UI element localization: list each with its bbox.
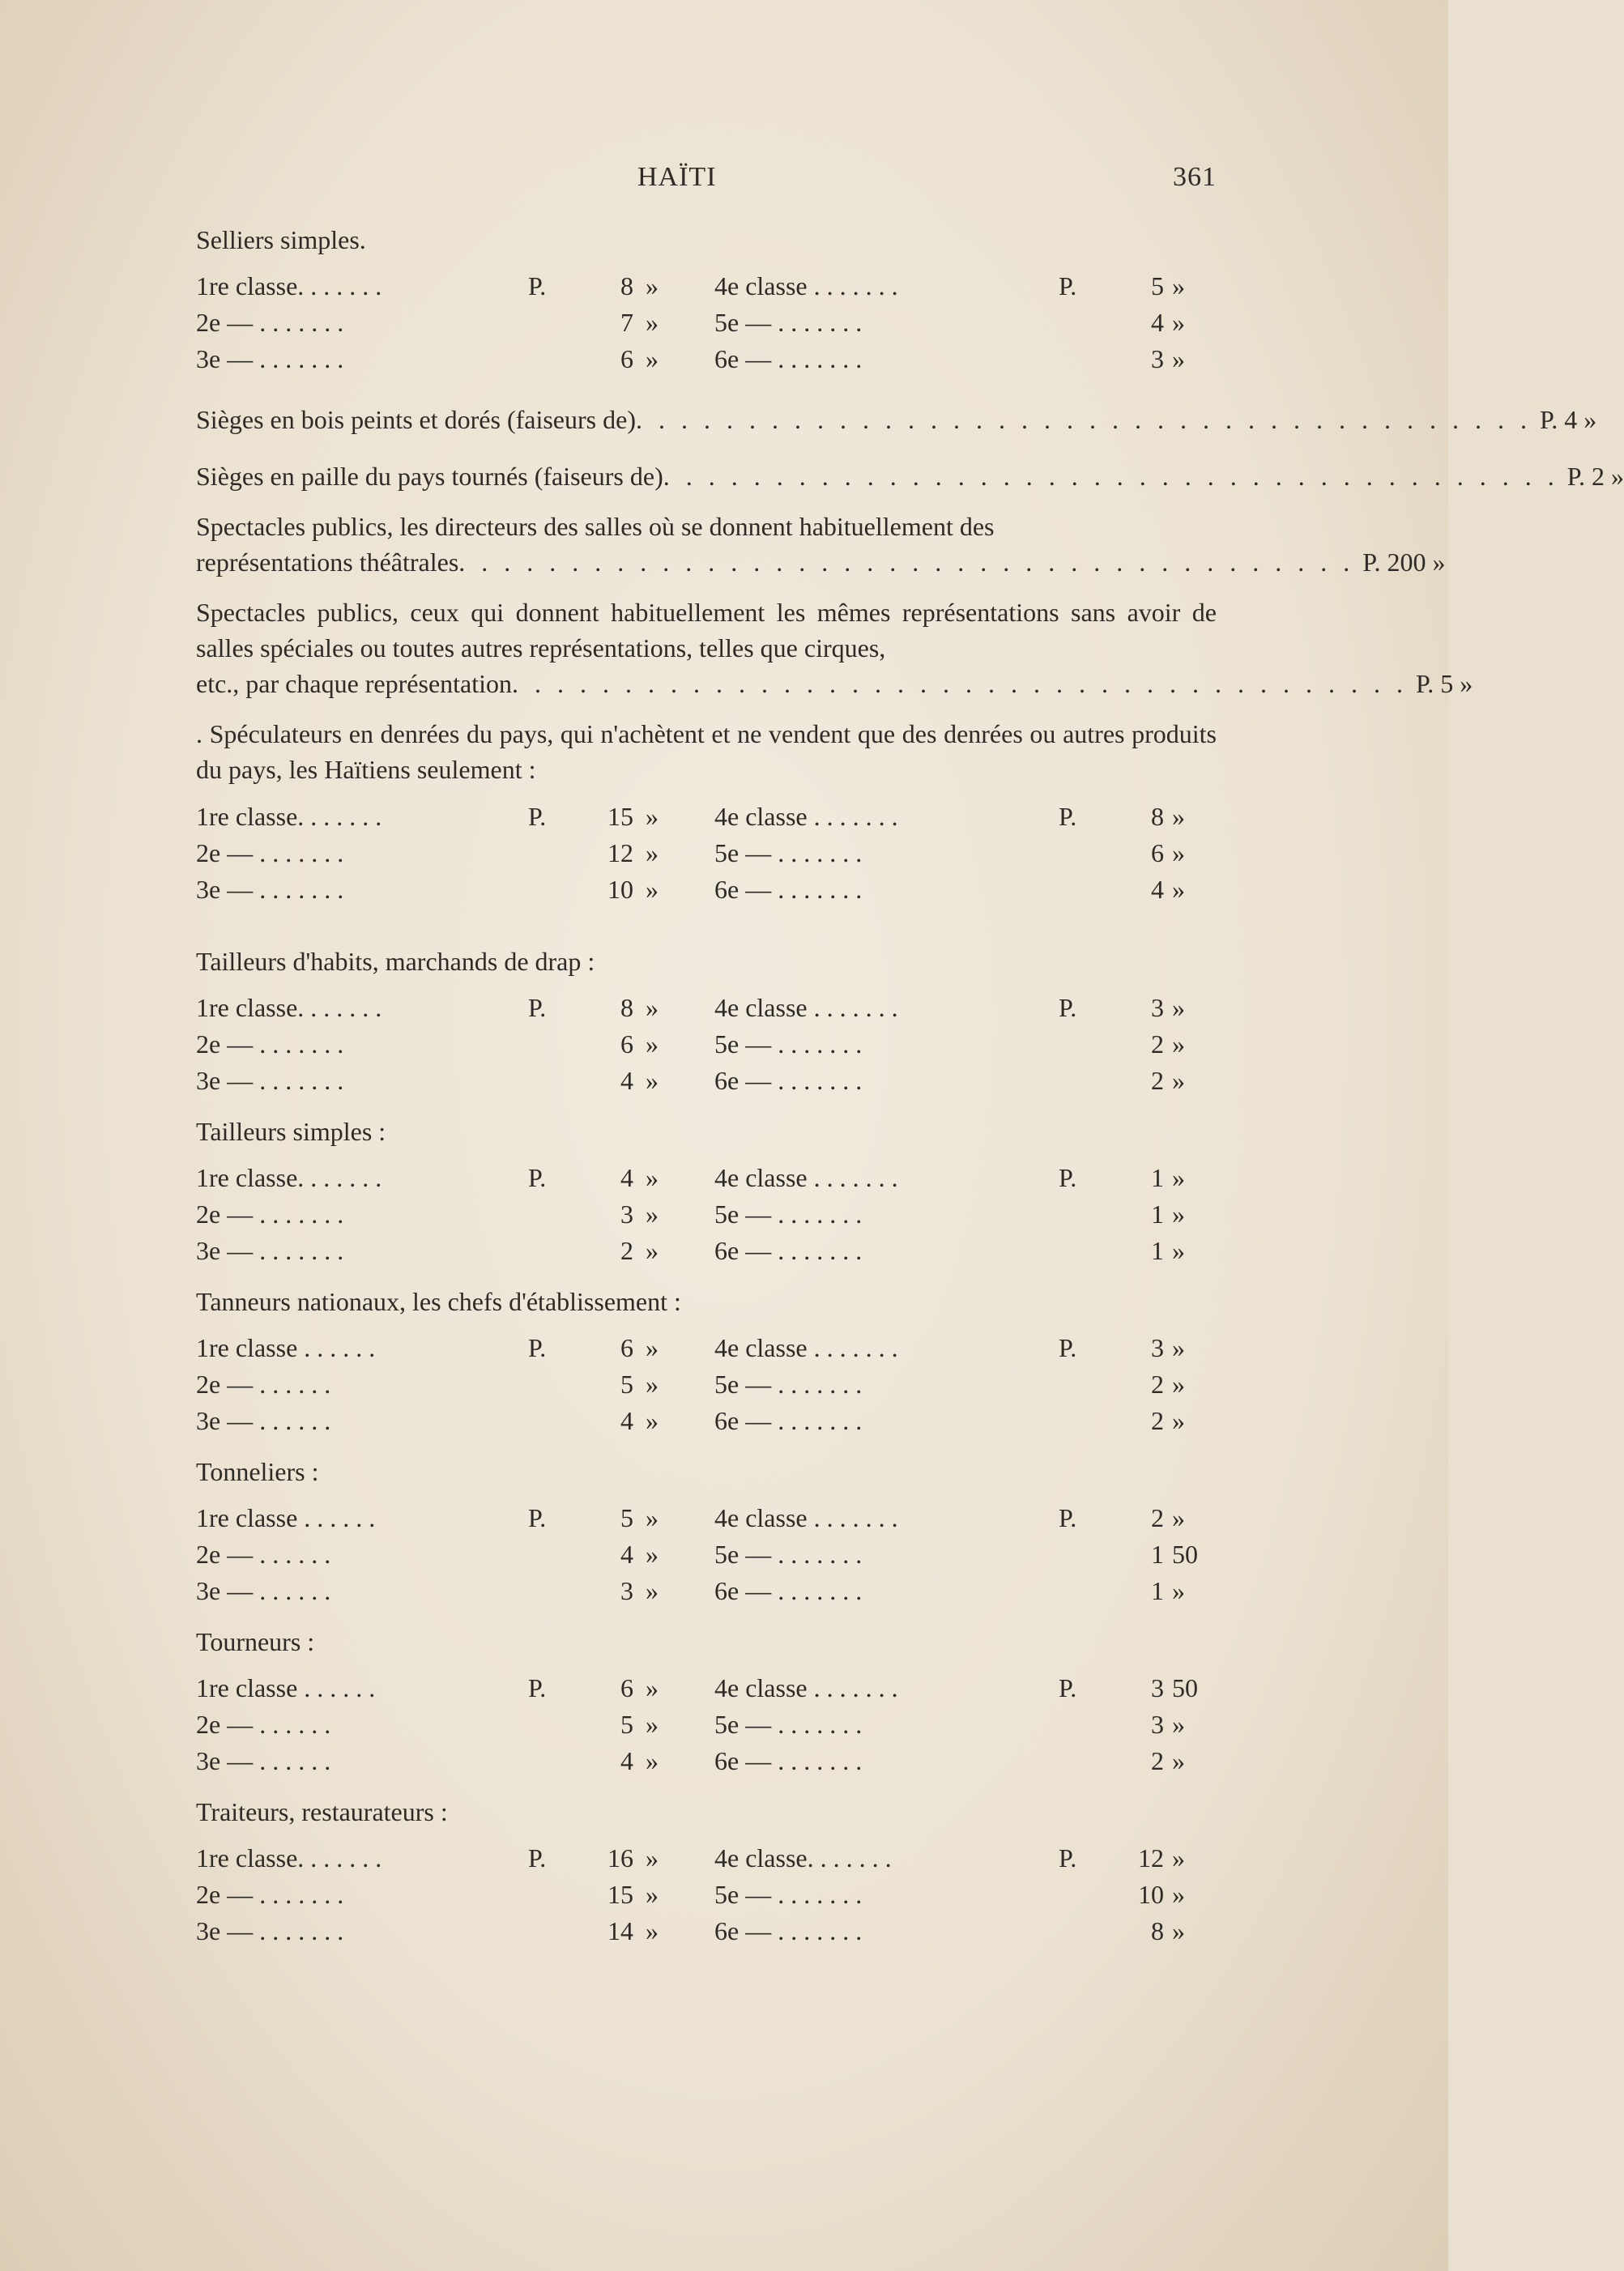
cell-r-cls: 5e — . . . . . . . [714,308,863,337]
section-title: Traiteurs, restaurateurs : [196,1797,448,1826]
cell-l-v: 5 [620,1370,633,1399]
entry-text: Spectacles publics, les directeurs des salles où se donnent habituellement des [196,512,995,541]
cell-r-v: 4 [1151,875,1164,904]
cell-r-s: » [1172,271,1185,300]
cell-r-cls: 4e classe. . . . . . . [714,1843,892,1873]
cell-l-cls: 3e — . . . . . . . [196,1236,344,1265]
cell-l-p: P. [528,1673,547,1702]
cell-l-p: P. [528,1503,547,1532]
cell-l-cls: 2e — . . . . . . . [196,308,344,337]
rate-row [196,344,1217,381]
cell-l-cls: 1re classe. . . . . . . [196,802,382,831]
rate-row [196,993,1217,1029]
cell-r-p: P. [1059,1843,1077,1873]
cell-l-v: 4 [620,1066,633,1095]
cell-r-s: » [1172,838,1185,867]
cell-r-v: 6 [1151,838,1164,867]
cell-r-cls: 5e — . . . . . . . [714,1370,863,1399]
section-tailleurs-simples [196,1117,1217,1272]
cell-l-s: » [646,1843,659,1873]
cell-r-v: 4 [1151,308,1164,337]
cell-l-v: 8 [620,993,633,1022]
cell-r-s: » [1172,308,1185,337]
cell-l-s: » [646,838,659,867]
cell-r-cls: 5e — . . . . . . . [714,1199,863,1229]
cell-r-s: » [1172,802,1185,831]
cell-l-s: » [646,875,659,904]
cell-l-v: 4 [620,1540,633,1569]
dot-leader: . . . . . . . . . . . . . . . . . . . . . . . . . . . . . . . . . . . . . . . . [458,548,1355,577]
cell-l-s: » [646,993,659,1022]
cell-r-p: P. [1059,993,1077,1022]
entry-price: P. 5 » [1416,669,1473,698]
cell-r-s: » [1172,1843,1185,1873]
cell-l-s: » [646,1503,659,1532]
cell-l-s: » [646,1673,659,1702]
cell-r-s: » [1172,1333,1185,1362]
rate-row [196,1673,1217,1710]
cell-l-cls: 3e — . . . . . . [196,1746,331,1775]
cell-r-cls: 6e — . . . . . . . [714,344,863,373]
entry-price: P. 2 » [1566,462,1624,491]
cell-r-cls: 5e — . . . . . . . [714,1029,863,1059]
cell-r-v: 10 [1138,1880,1164,1909]
cell-r-s: » [1172,1163,1185,1192]
cell-r-v: 2 [1151,1503,1164,1532]
cell-l-p: P. [528,993,547,1022]
rate-row [196,1710,1217,1746]
cell-l-cls: 2e — . . . . . . [196,1540,331,1569]
cell-l-cls: 3e — . . . . . . . [196,875,344,904]
cell-l-v: 8 [620,271,633,300]
cell-l-v: 2 [620,1236,633,1265]
cell-r-cls: 5e — . . . . . . . [714,1710,863,1739]
cell-r-v: 5 [1151,271,1164,300]
cell-r-v: 1 [1151,1576,1164,1605]
cell-l-s: » [646,1576,659,1605]
cell-r-cls: 6e — . . . . . . . [714,1916,863,1945]
rate-row [196,875,1217,911]
cell-l-cls: 2e — . . . . . . . [196,1199,344,1229]
rate-row [196,1066,1217,1102]
cell-r-p: P. [1059,1503,1077,1532]
page-number: 361 [1173,162,1217,192]
cell-r-cls: 4e classe . . . . . . . [714,271,898,300]
cell-r-p: P. [1059,1163,1077,1192]
entry-price: P. 200 » [1362,548,1446,577]
cell-r-s: » [1172,1576,1185,1605]
rate-row [196,1236,1217,1272]
cell-r-s: » [1172,1880,1185,1909]
cell-l-v: 6 [620,1029,633,1059]
cell-l-s: » [646,1236,659,1265]
cell-l-v: 15 [607,802,633,831]
entry-text-cont: etc., par chaque représentation [196,669,513,698]
rate-row [196,1576,1217,1613]
rate-row [196,1843,1217,1880]
cell-r-v: 1 [1151,1163,1164,1192]
cell-l-cls: 1re classe. . . . . . . [196,993,382,1022]
cell-r-s: » [1172,1370,1185,1399]
cell-l-s: » [646,802,659,831]
cell-r-cls: 4e classe . . . . . . . [714,802,898,831]
cell-r-v: 1 [1151,1199,1164,1229]
rate-row [196,1746,1217,1783]
cell-r-cls: 6e — . . . . . . . [714,875,863,904]
cell-l-v: 6 [620,1673,633,1702]
rate-row [196,1370,1217,1406]
cell-r-v: 1 [1151,1540,1164,1569]
cell-r-s: » [1172,1503,1185,1532]
section-title: Tonneliers : [196,1457,319,1486]
cell-r-cls: 6e — . . . . . . . [714,1406,863,1435]
cell-l-v: 16 [607,1843,633,1873]
cell-l-cls: 1re classe. . . . . . . [196,271,382,300]
cell-r-cls: 5e — . . . . . . . [714,1540,863,1569]
entry-text: Sièges en paille du pays tournés (faiseurs de) [196,462,663,491]
cell-l-s: » [646,1406,659,1435]
entry-text: Sièges en bois peints et dorés (faiseurs de) [196,405,636,434]
cell-r-cls: 4e classe . . . . . . . [714,1163,898,1192]
cell-l-cls: 2e — . . . . . . . [196,838,344,867]
cell-l-s: » [646,1199,659,1229]
cell-l-v: 5 [620,1710,633,1739]
cell-l-cls: 3e — . . . . . . . [196,1066,344,1095]
entry-sieges-bois [196,402,1597,437]
dot-leader: . . . . . . . . . . . . . . . . . . . . . . . . . . . . . . . . . . . . . . . . [512,669,1409,698]
cell-l-cls: 2e — . . . . . . . [196,1880,344,1909]
cell-r-v: 3 [1151,1710,1164,1739]
cell-r-cls: 4e classe . . . . . . . [714,1333,898,1362]
entry-speculateurs: . Spéculateurs en denrées du pays, qui n'achètent et ne vendent que des denrées ou autres produits du pays, les Haïtiens seulement : [196,719,1217,784]
page-content [196,162,1624,1953]
section-title: Tailleurs d'habits, marchands de drap : [196,947,595,976]
cell-l-p: P. [528,1163,547,1192]
cell-l-cls: 3e — . . . . . . [196,1576,331,1605]
rate-row [196,1333,1217,1370]
section-title: Tailleurs simples : [196,1117,386,1146]
section-tailleurs-habits [196,947,1217,1102]
cell-l-s: » [646,1163,659,1192]
cell-l-v: 6 [620,344,633,373]
cell-l-v: 3 [620,1199,633,1229]
cell-r-cls: 5e — . . . . . . . [714,838,863,867]
cell-r-v: 8 [1151,802,1164,831]
cell-l-p: P. [528,802,547,831]
section-traiteurs [196,1797,1217,1953]
cell-r-cls: 6e — . . . . . . . [714,1236,863,1265]
cell-r-v: 3 [1151,1673,1164,1702]
cell-r-cls: 6e — . . . . . . . [714,1066,863,1095]
dot-leader: . . . . . . . . . . . . . . . . . . . . . . . . . . . . . . . . . . . . . . . . [635,405,1532,434]
entry-price: P. 4 » [1539,405,1597,434]
cell-r-v: 2 [1151,1370,1164,1399]
cell-r-p: P. [1059,1333,1077,1362]
cell-r-v: 2 [1151,1406,1164,1435]
cell-r-v: 8 [1151,1916,1164,1945]
entry-text-cont: représentations théâtrales [196,548,459,577]
cell-r-s: » [1172,344,1185,373]
cell-l-s: » [646,1710,659,1739]
rate-row [196,838,1217,875]
cell-r-s: » [1172,1916,1185,1945]
rate-table-speculateurs [196,802,1217,911]
rate-row [196,271,1217,308]
cell-r-cls: 5e — . . . . . . . [714,1880,863,1909]
cell-l-s: » [646,308,659,337]
entry-spectacles-directeurs [196,509,1446,580]
section-title: Tanneurs nationaux, les chefs d'établissement : [196,1287,681,1316]
cell-l-v: 7 [620,308,633,337]
section-title: Selliers simples. [196,225,366,254]
cell-r-v: 12 [1138,1843,1164,1873]
cell-r-p: P. [1059,271,1077,300]
cell-l-s: » [646,1029,659,1059]
cell-l-s: » [646,1333,659,1362]
cell-l-s: » [646,1746,659,1775]
cell-r-p: P. [1059,1673,1077,1702]
section-selliers [196,225,1217,381]
cell-r-s: » [1172,875,1185,904]
cell-r-s: » [1172,1746,1185,1775]
page-header [196,162,1217,211]
cell-r-s: » [1172,1066,1185,1095]
cell-l-v: 4 [620,1406,633,1435]
rate-row [196,802,1217,838]
cell-r-s: » [1172,1710,1185,1739]
section-tanneurs [196,1287,1217,1442]
entry-sieges-paille [196,458,1624,494]
cell-l-s: » [646,1066,659,1095]
section-tonneliers [196,1457,1217,1613]
cell-l-s: » [646,344,659,373]
rate-row [196,1916,1217,1953]
cell-r-v: 3 [1151,993,1164,1022]
rate-table [196,1843,1217,1953]
cell-l-cls: 1re classe . . . . . . [196,1673,376,1702]
cell-l-cls: 1re classe. . . . . . . [196,1843,382,1873]
cell-l-v: 4 [620,1746,633,1775]
cell-r-s: » [1172,993,1185,1022]
cell-r-s: » [1172,1236,1185,1265]
cell-l-s: » [646,1370,659,1399]
rate-table [196,993,1217,1102]
rate-row [196,1029,1217,1066]
cell-r-s: » [1172,1406,1185,1435]
rate-row [196,1163,1217,1199]
cell-r-v: 3 [1151,344,1164,373]
cell-l-cls: 1re classe . . . . . . [196,1333,376,1362]
cell-r-cls: 6e — . . . . . . . [714,1576,863,1605]
cell-l-v: 5 [620,1503,633,1532]
cell-r-v: 2 [1151,1066,1164,1095]
cell-r-s: » [1172,1199,1185,1229]
section-tourneurs [196,1627,1217,1783]
cell-l-p: P. [528,1333,547,1362]
dot-leader: . . . . . . . . . . . . . . . . . . . . . . . . . . . . . . . . . . . . . . . . [663,462,1559,491]
cell-r-cls: 6e — . . . . . . . [714,1746,863,1775]
rate-row [196,1406,1217,1442]
cell-r-v: 2 [1151,1746,1164,1775]
cell-r-s: » [1172,1029,1185,1059]
rate-row [196,1540,1217,1576]
rate-table [196,1333,1217,1442]
cell-l-cls: 2e — . . . . . . [196,1710,331,1739]
cell-r-cls: 4e classe . . . . . . . [714,1673,898,1702]
cell-r-p: P. [1059,802,1077,831]
cell-r-v: 3 [1151,1333,1164,1362]
cell-r-s: 50 [1172,1540,1198,1569]
cell-r-cls: 4e classe . . . . . . . [714,1503,898,1532]
cell-l-v: 3 [620,1576,633,1605]
entry-text: Spectacles publics, ceux qui donnent habituellement les mêmes représentations sans avoir de salles spéciales ou toutes autres représentations, telles que cirques, [196,598,1217,663]
cell-l-v: 4 [620,1163,633,1192]
cell-l-cls: 1re classe . . . . . . [196,1503,376,1532]
cell-r-v: 1 [1151,1236,1164,1265]
rate-table [196,1163,1217,1272]
cell-l-cls: 1re classe. . . . . . . [196,1163,382,1192]
cell-l-v: 12 [607,838,633,867]
cell-l-s: » [646,271,659,300]
rate-row [196,1503,1217,1540]
cell-l-cls: 3e — . . . . . . . [196,1916,344,1945]
section-title: Tourneurs : [196,1627,315,1656]
cell-r-v: 2 [1151,1029,1164,1059]
rate-row [196,308,1217,344]
running-title: HAÏTI [637,162,717,192]
rate-table [196,1503,1217,1613]
cell-l-v: 15 [607,1880,633,1909]
cell-l-v: 10 [607,875,633,904]
cell-l-p: P. [528,271,547,300]
cell-l-cls: 3e — . . . . . . . [196,344,344,373]
cell-l-s: » [646,1540,659,1569]
cell-l-s: » [646,1916,659,1945]
cell-l-cls: 3e — . . . . . . [196,1406,331,1435]
entry-spectacles-ceux [196,594,1473,701]
cell-l-v: 6 [620,1333,633,1362]
cell-l-s: » [646,1880,659,1909]
cell-l-cls: 2e — . . . . . . [196,1370,331,1399]
cell-r-cls: 4e classe . . . . . . . [714,993,898,1022]
rate-row [196,1199,1217,1236]
rate-row [196,1880,1217,1916]
cell-l-v: 14 [607,1916,633,1945]
cell-r-s: 50 [1172,1673,1198,1702]
cell-l-cls: 2e — . . . . . . . [196,1029,344,1059]
cell-l-p: P. [528,1843,547,1873]
rate-table [196,271,1217,381]
rate-table [196,1673,1217,1783]
